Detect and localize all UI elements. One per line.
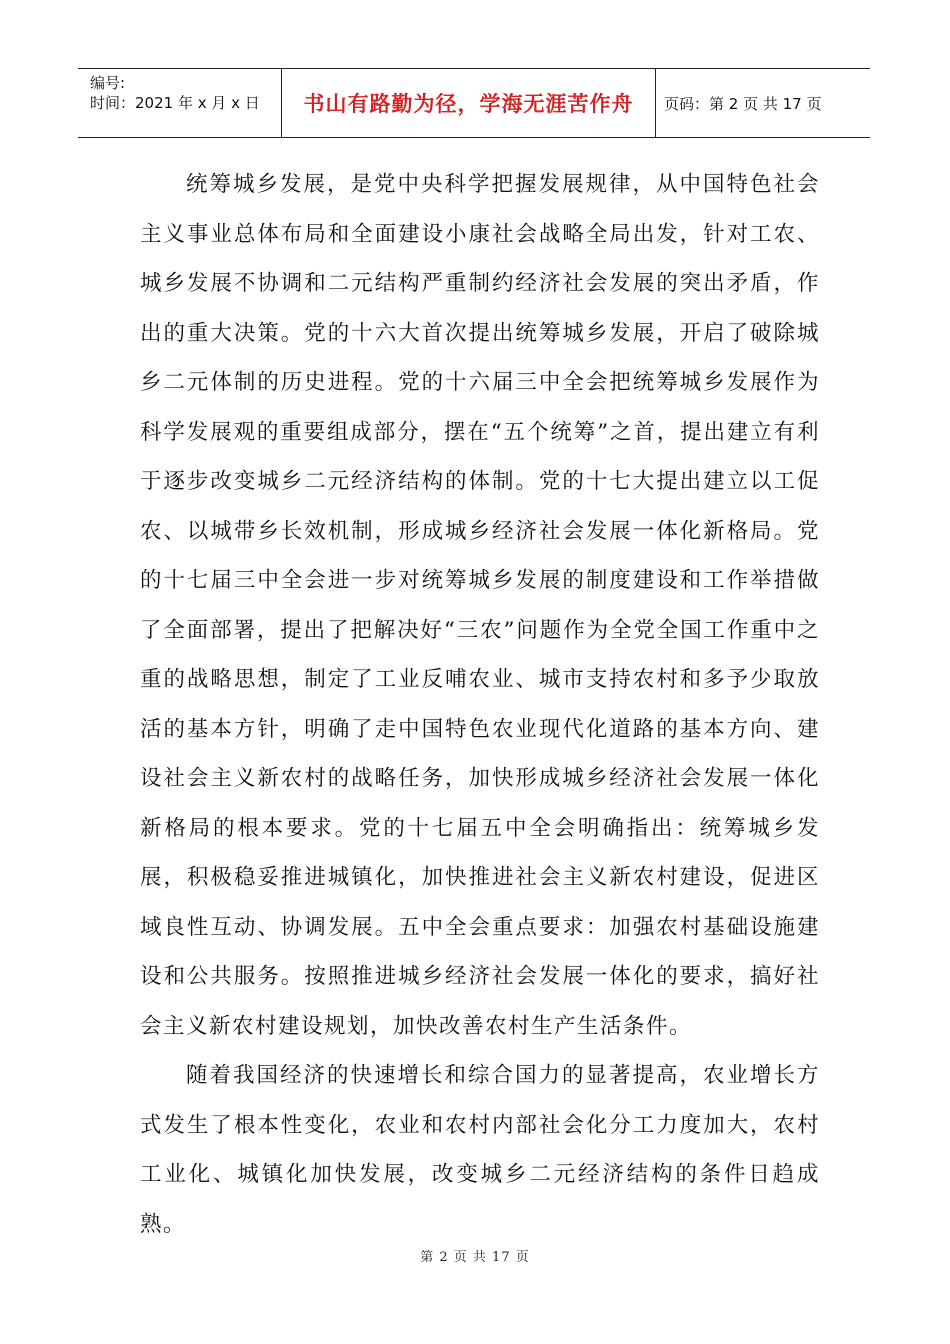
document-date-label: 时间：2021 年 x 月 x 日 [90,94,260,112]
body-paragraph: 随着我国经济的快速增长和综合国力的显著提高，农业增长方式发生了根本性变化，农业和农村内部社会化分工力度加大，农村工业化、城镇化加快发展，改变城乡二元经济结构的条件日趋成熟。 [140,1063,820,1237]
document-number-label: 编号: [90,74,126,92]
document-header [78,68,870,138]
header-motto-cell [282,69,656,137]
header-motto: 书山有路勤为径，学海无涯苦作舟 [303,92,634,116]
header-page-code: 页码：第 2 页 共 17 页 [664,94,822,113]
document-body [140,160,820,1249]
page-footer: 第 2 页 共 17 页 [420,1250,530,1265]
header-page-cell [656,69,870,137]
header-meta-cell [78,69,282,137]
body-paragraph: 统筹城乡发展，是党中央科学把握发展规律，从中国特色社会主义事业总体布局和全面建设小康社会战略全局出发，针对工农、城乡发展不协调和二元结构严重制约经济社会发展的突出矛盾，作出的重大决策。党的十六大首次提出统筹城乡发展，开启了破除城乡二元体制的历史进程。党的十六届三中全会把统筹城乡发展作为科学发展观的重要组成部分，摆在“五个统筹”之首，提出建立有利于逐步改变城乡二元经济结构的体制。党的十七大提出建立以工促农、以城带乡长效机制，形成城乡经济社会发展一体化新格局。党的十七届三中全会进一步对统筹城乡发展的制度建设和工作举措做了全面部署，提出了把解决好“三农”问题作为全党全国工作重中之重的战略思想，制定了工业反哺农业、城市支持农村和多予少取放活的基本方针，明确了走中国特色农业现代化道路的基本方向、建设社会主义新农村的战略任务，加快形成城乡经济社会发展一体化新格局的根本要求。党的十七届五中全会明确指出：统筹城乡发展，积极稳妥推进城镇化，加快推进社会主义新农村建设，促进区域良性互动、协调发展。五中全会重点要求：加强农村基础设施建设和公共服务。按照推进城乡经济社会发展一体化的要求，搞好社会主义新农村建设规划，加快改善农村生产生活条件。 [140,172,820,1039]
